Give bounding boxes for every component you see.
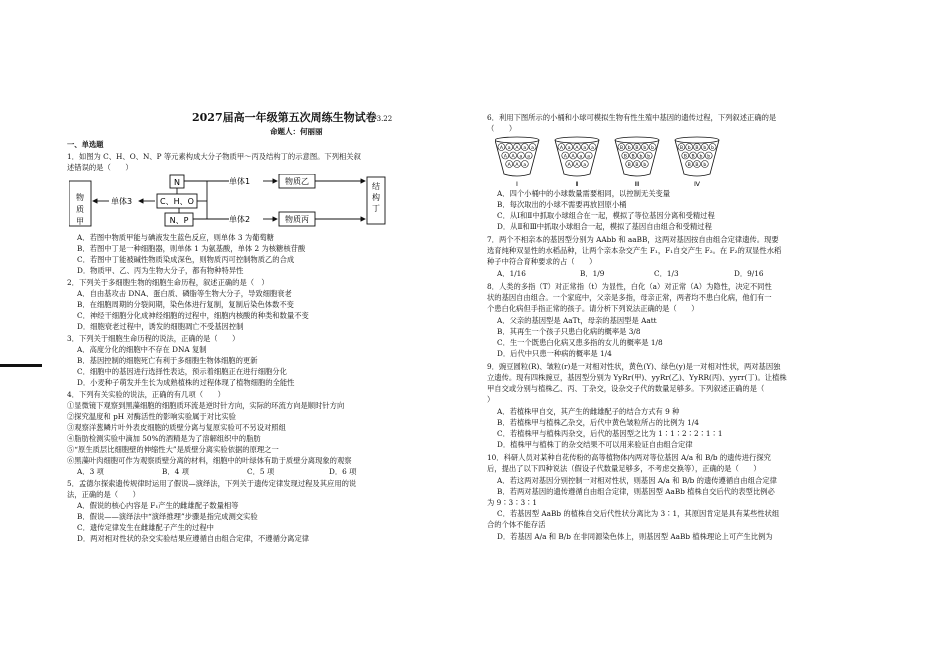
- ball-label: B: [695, 145, 699, 151]
- bucket-label: Ⅳ: [694, 180, 700, 188]
- q4-option-d: D．6 项: [329, 467, 357, 476]
- ball-label: b: [699, 154, 703, 160]
- ball-label: A: [507, 162, 511, 168]
- q10-option-c-line1: C．若基因型 AaBb 的植株自交后代性状分离比为 3∶1，其原因肯定是具有某些性状组: [497, 509, 780, 518]
- exam-title: [192, 112, 392, 125]
- ball-label: a: [523, 145, 527, 151]
- cho-label: C、H、O: [160, 197, 194, 206]
- yi-label: 物质乙: [285, 177, 309, 186]
- q5-option-d: D．两对相对性状的杂交实验结果应遵循自由组合定律，不遵循分离定律: [77, 534, 310, 543]
- q8-stem-line3: 个患白化病但手指正常的孩子。请分析下列说法正确的是（ ）: [487, 304, 699, 313]
- ball-label: A: [567, 162, 571, 168]
- ball-label: B: [635, 145, 639, 151]
- ball-label: b: [651, 145, 655, 151]
- q3-option-d: D．小麦种子萌发并生长为成熟植株的过程体现了植物细胞的全能性: [77, 378, 295, 387]
- bucket-rim: [495, 137, 539, 143]
- unit1-label: 单体1: [229, 177, 251, 186]
- q7-stem-line2: 选育纯种双显性的水稻品种，让两个亲本杂交产生 F₁，F₁自交产生 F₂。在 F₂的双显性水稻: [487, 246, 782, 255]
- q1-option-a: A．若图中物质甲能与碘液发生蓝色反应，则单体 3 为葡萄糖: [77, 233, 274, 242]
- exam-date: 3.22: [376, 115, 393, 123]
- ball-label: a: [519, 154, 523, 160]
- jia-char3: 甲: [76, 217, 84, 226]
- q9-stem-line4: ）: [487, 395, 495, 404]
- q9-stem-line3: 甲自交或分别与植株乙、丙、丁杂交，设杂交子代的数量足够多。下列叙述正确的是（: [487, 384, 765, 393]
- q2-option-a: A．自由基攻击 DNA、蛋白质、磷脂等生物大分子，导致细胞衰老: [77, 289, 292, 298]
- ball-label: B: [631, 154, 635, 160]
- q3-option-b: B．基因控制的细胞死亡有利于多细胞生物体细胞的更新: [77, 356, 258, 365]
- ball-label: A: [499, 145, 503, 151]
- q5-stem-line2: 法，正确的是（ ）: [67, 490, 140, 499]
- q9-option-c: C．若植株甲与植株丙杂交，后代的基因型之比为 1∶1∶2∶2∶1∶1: [497, 429, 723, 438]
- ball-label: B: [635, 162, 639, 168]
- q9-stem-line1: 9．豌豆圆粒(R)、皱粒(r)是一对相对性状，黄色(Y)、绿色(y)是一对相对性状，两对基因独: [487, 362, 781, 371]
- q8-option-d: D．后代中只患一种病的概率是 1/4: [497, 349, 612, 358]
- q5-option-c: C．遗传定律发生在雌雄配子产生的过程中: [77, 523, 214, 532]
- jia-char1: 物: [76, 193, 84, 202]
- ball-label: a: [583, 145, 587, 151]
- ball-label: b: [703, 162, 707, 168]
- q7-option-b: B．1/9: [580, 269, 605, 278]
- ding-char3: 丁: [372, 204, 380, 213]
- ball-label: a: [591, 145, 595, 151]
- ball-label: b: [703, 145, 707, 151]
- margin-mark: [0, 364, 42, 367]
- ball-label: B: [623, 154, 627, 160]
- ding-char2: 构: [372, 193, 380, 202]
- ball-label: A: [563, 154, 567, 160]
- box-jia: [69, 181, 91, 226]
- q6-option-b: B．每次取出的小球不需要再放回原小桶: [497, 200, 627, 209]
- q4-option-b: B．4 项: [162, 467, 189, 476]
- q10-option-b-line2: 为 9∶3∶3∶1: [487, 498, 538, 507]
- q6-option-c: C．从Ⅰ和Ⅱ中抓取小球组合在一起，模拟了等位基因分离和受精过程: [497, 211, 715, 220]
- q1-stem-line1: 1．如图为 C、H、O、N、P 等元素构成大分子物质甲～丙及结构丁的示意图。下列相关叙: [67, 152, 361, 161]
- ball-label: B: [695, 162, 699, 168]
- q4-item-2: ②探究温度和 pH 对酶活性的影响实验属于对比实验: [67, 412, 236, 421]
- ball-label: a: [579, 154, 583, 160]
- ball-label: b: [627, 145, 631, 151]
- bucket-label: Ⅲ: [634, 180, 640, 188]
- q6-stem-line1: 6．利用下图所示的小桶和小球可模拟生物有性生殖中基因的遗传过程，下列叙述正确的是: [487, 113, 777, 122]
- q6-buckets-figure: [495, 136, 745, 188]
- q7-option-c: C．1/3: [654, 269, 679, 278]
- q1-diagram: [69, 174, 399, 230]
- q10-stem-line1: 10．科研人员对某种自花传粉的高等植物体内两对等位基因 A/a 和 B/b 的遗传进行探究: [487, 453, 771, 462]
- unit2-label: 单体2: [229, 215, 251, 224]
- q4-stem: 4．下列有关实验的说法，正确的有几项（ ）: [67, 390, 225, 399]
- q7-option-a: A．1/16: [497, 269, 526, 278]
- q1-option-c: C．若图中丁能被碱性物质染成深色，则物质丙可控制物质乙的合成: [77, 255, 295, 264]
- q7-stem-line1: 7．两个不相亲本的基因型分别为 AAbb 和 aaBB，这两对基因按自由组合定律遗传。现要: [487, 235, 779, 244]
- ball-label: A: [503, 154, 507, 160]
- ball-label: A: [559, 145, 563, 151]
- q1-option-b: B．若图中丁是一种细胞器，则单体 1 为氨基酸，单体 2 为核糖核苷酸: [77, 244, 306, 253]
- q10-stem-line2: 后，提出了以下四种说法（假设子代数量足够多，不考虑交换等），正确的是（ ）: [487, 464, 761, 473]
- q8-stem-line1: 8．人类的多指（T）对正常指（t）为显性，白化（a）对正常（A）为隐性，决定不同性: [487, 282, 772, 291]
- q3-stem: 3．下列关于细胞生命历程的说法，正确的是（ ）: [67, 334, 240, 343]
- bucket-3: [615, 137, 659, 188]
- ball-label: b: [643, 162, 647, 168]
- ball-label: b: [647, 154, 651, 160]
- ball-label: a: [587, 154, 591, 160]
- q6-stem-line2: （ ）: [487, 124, 517, 133]
- q4-item-1: ①显微镜下观察到黑藻细胞的细胞质环流是逆时针方向，实际的环流方向是顺时针方向: [67, 401, 345, 410]
- jia-char2: 质: [76, 205, 84, 214]
- ball-label: A: [511, 154, 515, 160]
- q2-option-b: B．在细胞周期的分裂间期，染色体进行复制，复制后染色体数不变: [77, 300, 294, 309]
- q7-option-d: D．9/16: [734, 269, 764, 278]
- bucket-rim: [675, 137, 719, 143]
- ball-label: B: [683, 154, 687, 160]
- bucket-1: [495, 137, 539, 188]
- q5-option-a: A．假说的核心内容是 F₁产生的雌雄配子数量相等: [77, 501, 239, 510]
- q10-option-a: A．若这两对基因分别控制一对相对性状，则基因 A/a 和 B/b 的遗传遵循自由组合定律: [497, 476, 777, 485]
- q10-option-c-line2: 合的个体不能存活: [487, 520, 546, 529]
- ball-label: B: [627, 162, 631, 168]
- q4-item-4: ④脂肪检测实验中滴加 50%的酒精是为了溶解组织中的脂肪: [67, 434, 261, 443]
- bucket-2: [555, 137, 599, 188]
- ball-label: a: [527, 154, 531, 160]
- q1-option-d: D．物质甲、乙、丙为生物大分子，都有物种特异性: [77, 266, 244, 275]
- n-label: N: [174, 178, 180, 187]
- ding-char1: 结: [372, 182, 380, 191]
- ball-label: A: [575, 162, 579, 168]
- q7-stem-line3: 种子中符合育种要求的占（ ）: [487, 257, 597, 266]
- q5-option-b: B．假说——演绎法中“演绎推理”步骤是指完成测交实验: [77, 512, 258, 521]
- section-heading: 一、单选题: [67, 140, 104, 149]
- q10-option-d: D．若基因 A/a 和 B/b 在非同源染色体上，则基因型 AaBb 植株理论上可产生比例为: [497, 532, 773, 541]
- q2-option-c: C．神经干细胞分化成神经细胞的过程中，细胞内核酸的种类和数量不变: [77, 311, 309, 320]
- q5-stem-line1: 5．孟德尔探索遗传规律时运用了假说—演绎法，下列关于遗传定律发现过程及其应用的说: [67, 479, 357, 488]
- q2-stem: 2．下列关于多细胞生物的细胞生命历程，叙述正确的是（ ）: [67, 278, 269, 287]
- q4-item-5: ⑤“原生质层比细胞壁的伸缩性大”是质壁分离实验依据的原理之一: [67, 445, 279, 454]
- ball-label: A: [571, 154, 575, 160]
- q9-option-a: A．若植株甲自交，其产生的雌雄配子的结合方式有 9 种: [497, 407, 680, 416]
- q8-option-c: C．生一个既患白化病又患多指的女儿的概率是 1/8: [497, 338, 663, 347]
- q4-item-6: ⑥黑藻叶肉细胞可作为观察质壁分离的材料，细胞中的叶绿体有助于质壁分离现象的观察: [67, 456, 352, 465]
- q9-option-b: B．若植株甲与植株乙杂交，后代中黄色皱粒所占的比例为 1/4: [497, 418, 699, 427]
- ball-label: B: [679, 145, 683, 151]
- unit3-label: 单体3: [111, 197, 133, 206]
- q8-stem-line2: 状的基因自由组合。一个家庭中，父亲是多指，母亲正常，两者均不患白化病，他们有一: [487, 293, 772, 302]
- q3-option-c: C．细胞中的基因进行选择性表达，预示着细胞正在进行细胞分化: [77, 367, 287, 376]
- ball-label: b: [711, 145, 715, 151]
- np-label: N、P: [169, 216, 189, 225]
- q10-option-b-line1: B．若两对基因的遗传遵循自由组合定律，则基因型 AaBb 植株自交后代的表型比例必: [497, 487, 775, 496]
- ball-label: A: [575, 145, 579, 151]
- ball-label: B: [687, 162, 691, 168]
- ball-label: b: [643, 145, 647, 151]
- ball-label: a: [583, 162, 587, 168]
- q4-option-c: C．5 项: [247, 467, 275, 476]
- box-ding: [367, 177, 385, 224]
- ball-label: b: [707, 154, 711, 160]
- ball-label: b: [639, 154, 643, 160]
- q2-option-d: D．细胞衰老过程中，诱发的细胞凋亡不受基因控制: [77, 322, 244, 331]
- bucket-label: Ⅱ: [575, 180, 579, 188]
- q6-option-a: A．四个小桶中的小球数量需要相同，以控制无关变量: [497, 189, 671, 198]
- bucket-4: [675, 137, 719, 188]
- q9-stem-line2: 立遗传。现有四株豌豆，基因型分别为 YyRr(甲)、yyRr(乙)、YyRR(丙)、yyrr(丁)。让植株: [487, 373, 787, 382]
- ball-label: a: [523, 162, 527, 168]
- q3-option-a: A．高度分化的细胞中不存在 DNA 复制: [77, 345, 207, 354]
- ball-label: a: [507, 145, 511, 151]
- ball-label: B: [619, 145, 623, 151]
- q1-stem-line2: 述错误的是（ ）: [67, 163, 133, 172]
- ball-label: a: [567, 145, 571, 151]
- bucket-rim: [615, 137, 659, 143]
- ball-label: b: [687, 145, 691, 151]
- exam-author: 命题人：何丽丽: [270, 127, 323, 136]
- bing-label: 物质丙: [285, 215, 309, 224]
- ball-label: A: [515, 162, 519, 168]
- q6-option-d: D．从Ⅱ和Ⅲ中抓取小球组合一起，模拟了基因自由组合和受精过程: [497, 222, 712, 231]
- q8-option-b: B．其再生一个孩子只患白化病的概率是 3/8: [497, 327, 641, 336]
- bucket-rim: [555, 137, 599, 143]
- exam-title-text: 2027届高一年级第五次周练生物试卷: [192, 111, 377, 124]
- q4-option-a: A．3 项: [77, 467, 104, 476]
- q9-option-d: D．植株甲与植株丁的杂交结果不可以用来验证自由组合定律: [497, 440, 693, 449]
- bucket-label: Ⅰ: [516, 180, 518, 188]
- ball-label: B: [691, 154, 695, 160]
- q8-option-a: A．父亲的基因型是 AaTt，母亲的基因型是 Aatt: [497, 316, 657, 325]
- ball-label: a: [531, 145, 535, 151]
- ball-label: A: [515, 145, 519, 151]
- q4-item-3: ③观察洋葱鳞片叶外表皮细胞的质壁分离与复原实验可不另设对照组: [67, 423, 286, 432]
